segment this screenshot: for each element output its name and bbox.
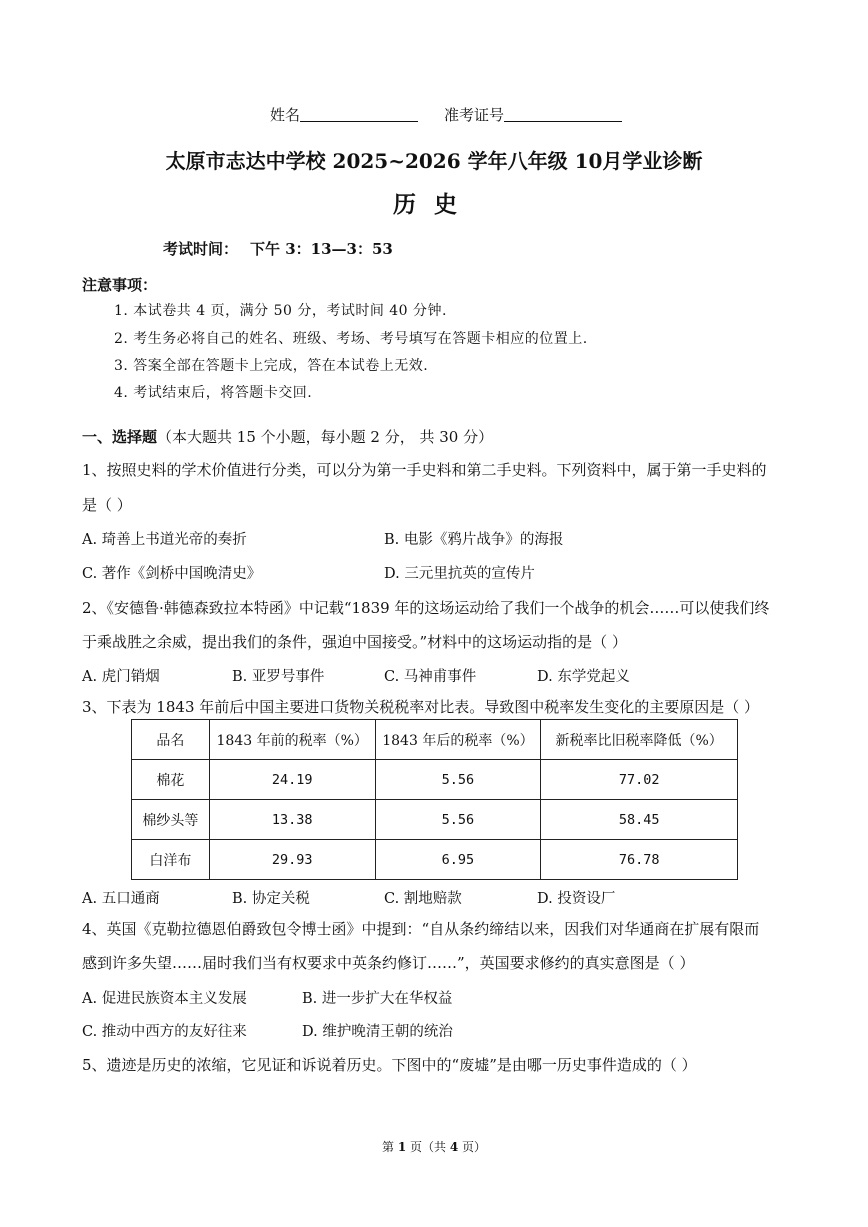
q1-option-b: B. 电影《鸦片战争》的海报: [384, 532, 564, 548]
exam-time-value: 下午 3：13—3：53: [250, 240, 393, 258]
table-cell: 24.19: [209, 760, 375, 800]
note-item: 4. 考试结束后，将答题卡交回.: [114, 385, 313, 401]
q3-option-a: A. 五口通商: [82, 891, 160, 907]
exam-id-blank: [504, 107, 622, 122]
table-header: 新税率比旧税率降低（%）: [541, 720, 738, 760]
section-title: 一、选择题: [82, 428, 158, 446]
q2-option-b: B. 亚罗号事件: [232, 669, 325, 685]
question-3-stem: 3、下表为 1843 年前后中国主要进口货物关税税率对比表。导致图中税率发生变化的主要原因是（ ）: [82, 698, 760, 716]
page-footer: [0, 1138, 868, 1155]
table-header: 品名: [132, 720, 210, 760]
q2-option-a: A. 虎门销烟: [82, 669, 160, 685]
q3-option-c: C. 割地赔款: [384, 891, 462, 907]
footer-text: 第: [381, 1140, 398, 1154]
note-item: 3. 答案全部在答题卡上完成，答在本试卷上无效.: [114, 358, 429, 374]
q1-option-d: D. 三元里抗英的宣传片: [384, 566, 535, 582]
q4-option-d: D. 维护晚清王朝的统治: [302, 1024, 453, 1040]
question-5-stem: 5、遗迹是历史的浓缩，它见证和诉说着历史。下图中的“废墟”是由哪一历史事件造成的（ ）: [82, 1056, 697, 1074]
exam-title: 太原市志达中学校 2025~2026 学年八年级 10月学业诊断: [165, 149, 703, 173]
table-cell: 5.56: [375, 760, 541, 800]
question-4-stem-cont: 感到许多失望……届时我们当有权要求中英条约修订……”，英国要求修约的真实意图是（ ）: [82, 954, 695, 972]
table-cell: 白洋布: [132, 840, 210, 880]
candidate-info-line: [270, 104, 622, 125]
table-cell: 棉纱头等: [132, 800, 210, 840]
q1-option-a: A. 琦善上书道光帝的奏折: [82, 532, 247, 548]
note-item: 2. 考生务必将自己的姓名、班级、考场、考号填写在答题卡相应的位置上.: [114, 331, 588, 347]
q2-option-d: D. 东学党起义: [537, 669, 630, 685]
table-cell: 29.93: [209, 840, 375, 880]
q1-option-c: C. 著作《剑桥中国晚清史》: [82, 566, 262, 582]
question-2-stem-cont: 于乘战胜之余威，提出我们的条件，强迫中国接受。”材料中的这场运动指的是（ ）: [82, 633, 627, 651]
question-4-stem: 4、英国《克勒拉德恩伯爵致包令博士函》中提到：“自从条约缔结以来，因我们对华通商在扩展有限而: [82, 920, 760, 938]
q3-option-d: D. 投资设厂: [537, 891, 616, 907]
table-header: 1843 年后的税率（%）: [375, 720, 541, 760]
table-cell: 6.95: [375, 840, 541, 880]
question-1-stem: 1、按照史料的学术价值进行分类，可以分为第一手史料和第二手史料。下列资料中，属于第一手史料的: [82, 461, 767, 479]
q4-option-a: A. 促进民族资本主义发展: [82, 991, 247, 1007]
q3-option-b: B. 协定关税: [232, 891, 310, 907]
table-cell: 棉花: [132, 760, 210, 800]
section-desc: （本大题共 15 个小题，每小题 2 分， 共 30 分）: [157, 428, 494, 446]
page-total: 4: [449, 1140, 459, 1154]
exam-time-label: 考试时间：: [163, 240, 239, 258]
table-row: [132, 840, 738, 880]
exam-time: [163, 238, 393, 259]
footer-text: 页）: [458, 1140, 486, 1154]
table-cell: 58.45: [541, 800, 738, 840]
table-header: 1843 年前的税率（%）: [209, 720, 375, 760]
tariff-table: [131, 719, 738, 880]
table-row: [132, 760, 738, 800]
table-cell: 77.02: [541, 760, 738, 800]
q2-option-c: C. 马神甫事件: [384, 669, 477, 685]
question-1-stem-cont: 是（ ）: [82, 496, 132, 514]
table-cell: 5.56: [375, 800, 541, 840]
exam-id-label: 准考证号: [444, 106, 505, 124]
section-heading: [82, 426, 493, 447]
q4-option-b: B. 进一步扩大在华权益: [302, 991, 453, 1007]
name-blank: [300, 107, 418, 122]
name-label: 姓名: [270, 106, 301, 124]
q4-option-c: C. 推动中西方的友好往来: [82, 1024, 247, 1040]
notes-title: 注意事项：: [82, 276, 158, 294]
note-item: 1. 本试卷共 4 页，满分 50 分，考试时间 40 分钟.: [114, 303, 447, 319]
subject-title: 历史: [393, 191, 475, 218]
footer-text: 页（共: [406, 1140, 450, 1154]
table-cell: 13.38: [209, 800, 375, 840]
page-number: 1: [397, 1140, 407, 1154]
table-cell: 76.78: [541, 840, 738, 880]
table-row: [132, 800, 738, 840]
question-2-stem: 2、《安德鲁·韩德森致拉本特函》中记载“1839 年的这场运动给了我们一个战争的机会……可以使我们终: [82, 599, 770, 617]
table-header-row: [132, 720, 738, 760]
